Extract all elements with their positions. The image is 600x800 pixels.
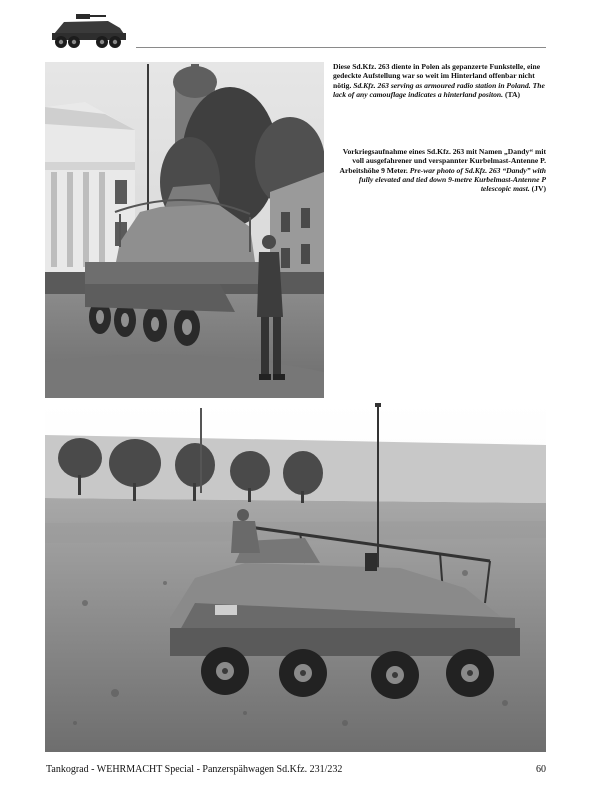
caption-credit: (TA) [504,89,520,99]
caption-dandy-prewar [330,147,546,193]
caption-english-text: Pre-war photo of Sd.Kfz. 263 “Dandy” with fully elevated and tied down 9-metre Kurbelmast-Antenne P telescopic mast. [358,165,546,194]
caption-english-text: Sd.Kfz. 263 serving as armoured radio station in Poland. The lack of any camouflage indicates a hinterland positon. [333,80,545,99]
caption-radio-station-poland [333,62,546,99]
header-rule [136,47,546,48]
caption-german-text: Diese Sd.Kfz. 263 diente in Polen als gepanzerte Funkstelle, eine gedeckte Aufstellung war so weit im Hinterland offenbar nicht nötig. [333,62,541,90]
caption-credit: (JV) [531,184,546,194]
page-number: 60 [536,764,546,775]
armoured-car-header-icon [46,10,130,52]
photo-dandy-telescopic-mast [45,403,546,752]
caption-german-text: Vorkriegsaufnahme eines Sd.Kfz. 263 mit Namen „Dandy“ mit voll ausgefahrener und verspannter Kurbelmast-Antenne P. Arbeitshöhe 9 Meter. [339,147,546,175]
photo-radio-car-poland [45,62,324,398]
footer-title: Tankograd - WEHRMACHT Special - Panzerspähwagen Sd.Kfz. 231/232 [46,764,343,775]
